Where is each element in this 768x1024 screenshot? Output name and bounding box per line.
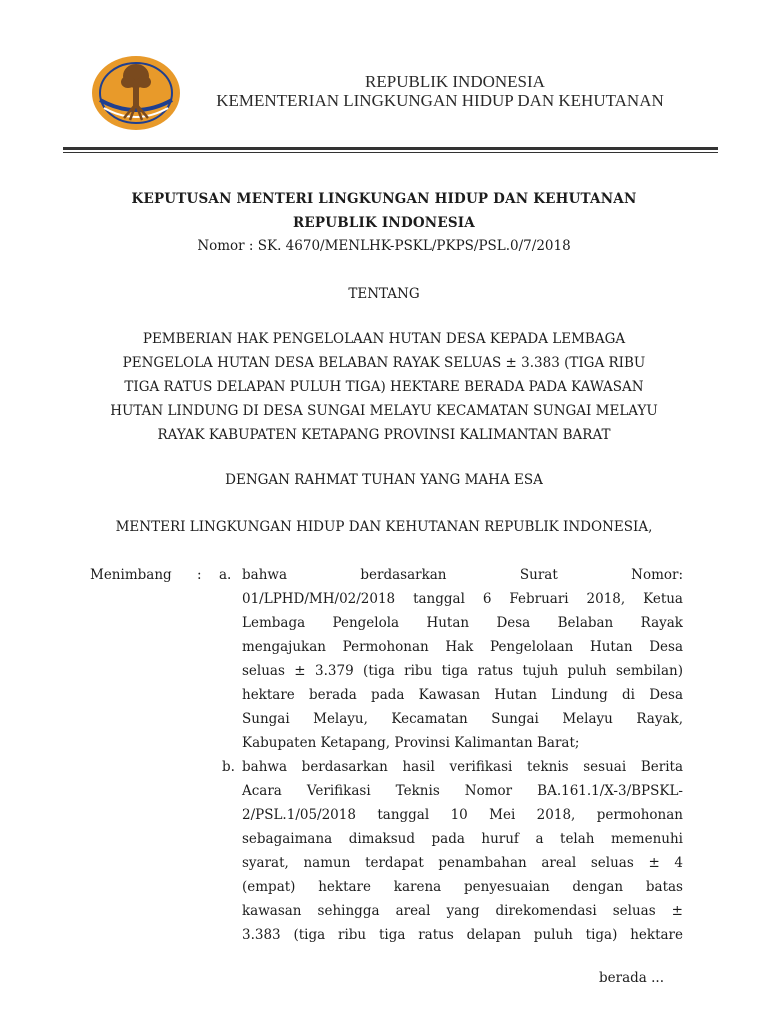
subject-line: TIGA RATUS DELAPAN PULUH TIGA) HEKTARE BERADA PADA KAWASAN [124, 379, 644, 395]
item-marker-a: a. [219, 567, 232, 583]
item-a-line: Kabupaten Ketapang, Provinsi Kalimantan Barat; [242, 735, 580, 751]
letterhead-line1: REPUBLIK INDONESIA [365, 72, 545, 91]
minister-line: MENTERI LINGKUNGAN HIDUP DAN KEHUTANAN REPUBLIK INDONESIA, [115, 519, 653, 535]
decree-number: Nomor : SK. 4670/MENLHK-PSKL/PKPS/PSL.0/7/2018 [197, 238, 571, 254]
item-a-line: bahwa berdasarkan Surat Nomor: [242, 567, 683, 583]
item-a-line: seluas ± 3.379 (tiga ribu tiga ratus tujuh puluh sembilan) [242, 663, 683, 679]
subject-line: RAYAK KABUPATEN KETAPANG PROVINSI KALIMANTAN BARAT [157, 427, 611, 443]
item-b-line: sebagaimana dimaksud pada huruf a telah memenuhi [242, 831, 683, 847]
considering-colon: : [197, 567, 202, 583]
item-a-line: Lembaga Pengelola Hutan Desa Belaban Rayak [242, 615, 683, 631]
header-divider-thin [63, 152, 718, 153]
subject-line: PENGELOLA HUTAN DESA BELABAN RAYAK SELUAS ± 3.383 (TIGA RIBU [122, 355, 646, 371]
item-b-line: bahwa berdasarkan hasil verifikasi teknis sesuai Berita [242, 759, 683, 775]
subject-line: PEMBERIAN HAK PENGELOLAAN HUTAN DESA KEPADA LEMBAGA [142, 331, 626, 347]
item-a-line: 01/LPHD/MH/02/2018 tanggal 6 Februari 2018, Ketua [242, 591, 683, 607]
subject-line: HUTAN LINDUNG DI DESA SUNGAI MELAYU KECAMATAN SUNGAI MELAYU [110, 403, 658, 419]
decree-title-line1: KEPUTUSAN MENTERI LINGKUNGAN HIDUP DAN KEHUTANAN [131, 191, 637, 207]
item-b-line: syarat, namun terdapat penambahan areal seluas ± 4 [242, 855, 683, 871]
item-b-line: (empat) hektare karena penyesuaian dengan batas [242, 879, 683, 895]
item-marker-b: b. [222, 759, 235, 775]
item-a-line: Sungai Melayu, Kecamatan Sungai Melayu Rayak, [242, 711, 683, 727]
ministry-emblem-icon [90, 54, 182, 132]
item-b-line: Acara Verifikasi Teknis Nomor BA.161.1/X-3/BPSKL- [242, 783, 683, 799]
considering-label: Menimbang [90, 567, 172, 583]
header-divider-thick [63, 147, 718, 150]
letterhead-line2: KEMENTERIAN LINGKUNGAN HIDUP DAN KEHUTANAN [216, 91, 664, 110]
item-b-line: kawasan sehingga areal yang direkomendasi seluas ± [242, 903, 683, 919]
item-b-line: 2/PSL.1/05/2018 tanggal 10 Mei 2018, permohonan [242, 807, 683, 823]
tentang-heading: TENTANG [348, 286, 420, 302]
item-a-line: mengajukan Permohonan Hak Pengelolaan Hutan Desa [242, 639, 683, 655]
blessing-line: DENGAN RAHMAT TUHAN YANG MAHA ESA [225, 472, 543, 488]
decree-title-line2: REPUBLIK INDONESIA [293, 215, 475, 231]
item-a-line: hektare berada pada Kawasan Hutan Lindung di Desa [242, 687, 683, 703]
page-continuation: berada ... [599, 970, 664, 986]
item-b-line: 3.383 (tiga ribu tiga ratus delapan puluh tiga) hektare [242, 927, 683, 943]
